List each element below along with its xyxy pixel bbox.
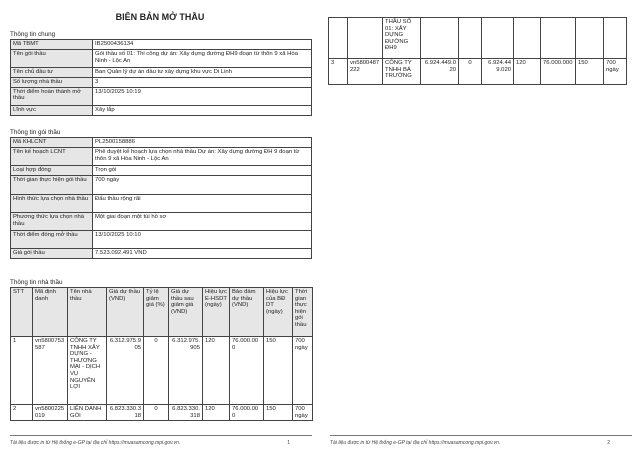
table-cell: 0 — [144, 337, 169, 405]
document-title: BIÊN BẢN MỞ THẦU — [115, 12, 205, 22]
table-cell: 150 — [264, 405, 293, 421]
row-value: Đấu thầu rộng rãi — [93, 195, 312, 213]
table-cell: 76.000.000 — [541, 59, 576, 85]
table-cell: 1 — [11, 337, 33, 405]
table-row — [11, 405, 313, 421]
table-cell: 120 — [203, 337, 230, 405]
table-cell: vn5800487222 — [348, 59, 383, 85]
row-label: Lĩnh vực — [11, 105, 93, 115]
row-value: Xây lắp — [93, 105, 312, 115]
column-header: Hiệu lực E-HSDT (ngày) — [203, 288, 230, 337]
table-cell: 6.924.449.020 — [421, 59, 459, 85]
column-header: Bảo đảm dự thầu (VND) — [230, 288, 264, 337]
column-header: Hiệu lực của BĐ DT (ngày) — [264, 288, 293, 337]
column-header: STT — [11, 288, 33, 337]
row-label: Tên gói thầu — [11, 50, 93, 68]
bidders-table-continued — [328, 17, 627, 85]
column-header: Giá dự thầu sau giảm giá (VND) — [169, 288, 203, 337]
info-row — [11, 148, 312, 166]
info-row — [11, 68, 312, 78]
general-table — [10, 39, 312, 116]
table-cell: 0 — [459, 59, 482, 85]
row-value: Gói thầu số 01: Thi công dự án: Xây dựng đường ĐH9 đoạn từ thôn 9 xã Hòa Ninh - Lộc An — [93, 50, 312, 68]
footer — [330, 435, 632, 446]
info-row — [11, 249, 312, 259]
page-2 — [320, 0, 640, 459]
table-cell: 150 — [576, 59, 604, 85]
row-label: Giá gói thầu — [11, 249, 93, 259]
info-row — [11, 231, 312, 249]
row-label: Loại hợp đồng — [11, 166, 93, 176]
row-label: Tên kế hoạch LCNT — [11, 148, 93, 166]
column-header: Tỷ lệ giảm giá (%) — [144, 288, 169, 337]
table-cell: 6.924.449.020 — [482, 59, 514, 85]
bidders-heading: Thông tin nhà thầu — [10, 279, 63, 286]
bidder-name-continued: THẦU SỐ 01: XÂY DỰNG ĐƯỜNG ĐH9 — [383, 18, 421, 59]
table-row — [329, 59, 627, 85]
table-cell: vn5800225019 — [33, 405, 68, 421]
info-row — [11, 166, 312, 176]
page-number: 1 — [287, 440, 290, 446]
table-cell: 0 — [144, 405, 169, 421]
info-row — [11, 50, 312, 68]
table-cell: 6.312.975.905 — [169, 337, 203, 405]
row-value: 13/10/2025 10:10 — [93, 231, 312, 249]
row-label: Số lượng nhà thầu — [11, 78, 93, 88]
row-label: Tên chủ đầu tư — [11, 68, 93, 78]
row-value: 3 — [93, 78, 312, 88]
column-header: Thời gian thực hiện gói thầu — [293, 288, 313, 337]
row-value: Một giai đoạn một túi hồ sơ — [93, 213, 312, 231]
row-value: Phê duyệt kế hoạch lựa chọn nhà thầu Dự án: Xây dựng đường ĐH 9 đoạn từ thôn 9 xã Hòa Ninh - Lộc An — [93, 148, 312, 166]
table-cell: 150 — [264, 337, 293, 405]
row-value: Ban Quản lý dự án đầu tư xây dựng khu vực Di Linh — [93, 68, 312, 78]
table-cell: LIÊN DANH GÓI — [68, 405, 107, 421]
table-cell: 3 — [329, 59, 348, 85]
row-label: Mã KHLCNT — [11, 138, 93, 148]
package-table — [10, 137, 312, 259]
row-value: IB2500436134 — [93, 40, 312, 50]
table-cell: 700 ngày — [293, 337, 313, 405]
footer — [10, 435, 312, 446]
table-cell: 700 ngày — [604, 59, 627, 85]
row-value: 13/10/2025 10:19 — [93, 87, 312, 105]
table-row — [11, 337, 313, 405]
column-header: Giá dự thầu (VND) — [107, 288, 144, 337]
row-label: Phương thức lựa chọn nhà thầu — [11, 213, 93, 231]
table-cell: 700 ngày — [293, 405, 313, 421]
table-cell: 120 — [203, 405, 230, 421]
general-heading: Thông tin chung — [10, 31, 56, 38]
table-cell: 6.823.330.318 — [169, 405, 203, 421]
table-cell: 76.000.000 — [230, 337, 264, 405]
row-value: 700 ngày — [93, 176, 312, 195]
table-cell: CÔNG TY TNHH BÁ TRƯỜNG — [383, 59, 421, 85]
row-value: PL2500158886 — [93, 138, 312, 148]
row-label: Mã TBMT — [11, 40, 93, 50]
info-row — [11, 176, 312, 195]
row-label: Thời điểm đóng mở thầu — [11, 231, 93, 249]
table-cell: 6.823.330.318 — [107, 405, 144, 421]
row-label: Thời điểm hoàn thành mở thầu — [11, 87, 93, 105]
table-cell: 2 — [11, 405, 33, 421]
info-row — [11, 138, 312, 148]
table-cell: 6.312.975.905 — [107, 337, 144, 405]
footer-text: Tài liệu được in từ Hệ thống e-GP tại địa chỉ https://muasamcong.mpi.gov.vn. — [10, 440, 181, 446]
column-header: Mã định danh — [33, 288, 68, 337]
table-cell: 76.000.000 — [230, 405, 264, 421]
info-row — [11, 105, 312, 115]
bidders-table — [10, 287, 313, 421]
footer-text: Tài liệu được in từ Hệ thống e-GP tại địa chỉ https://muasamcong.mpi.gov.vn. — [330, 440, 501, 446]
row-value: Trọn gói — [93, 166, 312, 176]
row-label: Hình thức lựa chọn nhà thầu — [11, 195, 93, 213]
row-label: Thời gian thực hiện gói thầu — [11, 176, 93, 195]
info-row — [11, 40, 312, 50]
page-number: 2 — [607, 440, 610, 446]
info-row — [11, 195, 312, 213]
table-cell: vn5800753587 — [33, 337, 68, 405]
info-row — [11, 78, 312, 88]
info-row — [11, 213, 312, 231]
table-cell: 120 — [514, 59, 541, 85]
table-cell: CÔNG TY TNHH XÂY DỰNG - THƯƠNG MẠI - DỊCH VỤ NGUYỄN LỢI — [68, 337, 107, 405]
row-value: 7.523.092.491 VND — [93, 249, 312, 259]
package-heading: Thông tin gói thầu — [10, 129, 61, 136]
info-row — [11, 87, 312, 105]
column-header: Tên nhà thầu — [68, 288, 107, 337]
